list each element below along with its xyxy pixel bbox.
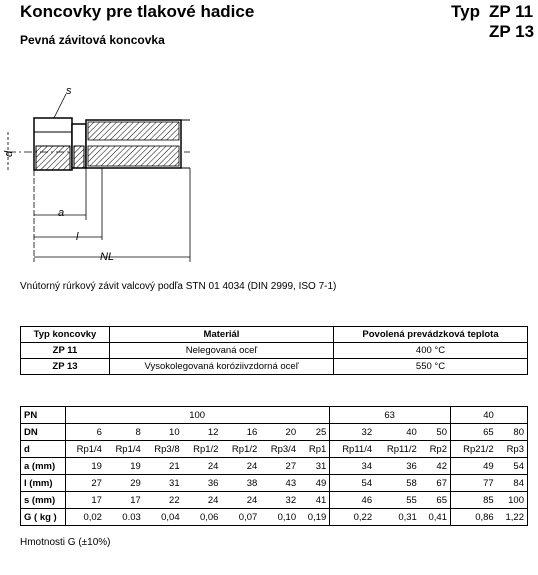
- table-cell: 0,22: [330, 509, 375, 526]
- table-cell: 58: [375, 475, 420, 492]
- table-cell: 29: [105, 475, 144, 492]
- table-cell: 0,31: [375, 509, 420, 526]
- header-material: Materiál: [110, 327, 334, 343]
- table-cell: 0,04: [144, 509, 183, 526]
- cell-temperature: 550 °C: [334, 359, 528, 375]
- table-cell: 36: [375, 458, 420, 475]
- table-row: [21, 492, 528, 509]
- table-row: [21, 458, 528, 475]
- table-row: [21, 509, 528, 526]
- table-cell: 1,22: [497, 509, 528, 526]
- table-cell: 27: [66, 475, 105, 492]
- label-s: s: [66, 85, 72, 97]
- table-cell: 43: [260, 475, 299, 492]
- material-table-header: [21, 327, 528, 343]
- table-row: [21, 475, 528, 492]
- table-cell: 19: [105, 458, 144, 475]
- table-cell: 12: [183, 424, 222, 441]
- table-cell: 31: [144, 475, 183, 492]
- table-cell: 24: [183, 492, 222, 509]
- page-subtitle: Pevná závitová koncovka: [20, 33, 165, 47]
- table-cell: 24: [221, 458, 260, 475]
- page-title: Koncovky pre tlakové hadice: [20, 2, 255, 21]
- table-cell: 0,10: [260, 509, 299, 526]
- pn-group-63: 63: [330, 407, 451, 424]
- weight-note: Hmotnosti G (±10%): [20, 537, 111, 548]
- type-zp11: ZP 11: [489, 2, 534, 21]
- table-cell: 8: [105, 424, 144, 441]
- table-row: [21, 424, 528, 441]
- row-label: a (mm): [21, 458, 66, 475]
- table-cell: 85: [451, 492, 497, 509]
- table-cell: 0,41: [420, 509, 451, 526]
- table-row: [21, 343, 528, 359]
- table-cell: 20: [260, 424, 299, 441]
- table-cell: 42: [420, 458, 451, 475]
- row-label: l (mm): [21, 475, 66, 492]
- table-cell: 21: [144, 458, 183, 475]
- table-cell: Rp2: [420, 441, 451, 458]
- cell-material: Vysokolegovaná koróziivzdorná oceľ: [110, 359, 334, 375]
- label-nl: NL: [100, 251, 115, 263]
- table-cell: 77: [451, 475, 497, 492]
- table-cell: 54: [330, 475, 375, 492]
- type-label: Typ: [451, 2, 480, 21]
- table-row: [21, 359, 528, 375]
- table-cell: 34: [330, 458, 375, 475]
- table-cell: 31: [299, 458, 330, 475]
- table-cell: 17: [105, 492, 144, 509]
- table-cell: 38: [221, 475, 260, 492]
- row-label: G ( kg ): [21, 509, 66, 526]
- dimension-table: [20, 406, 528, 526]
- table-cell: Rp1/2: [221, 441, 260, 458]
- table-cell: Rp3/4: [260, 441, 299, 458]
- table-cell: 0,86: [451, 509, 497, 526]
- table-cell: 67: [420, 475, 451, 492]
- cell-type: ZP 13: [21, 359, 110, 375]
- table-cell: 0.03: [105, 509, 144, 526]
- type-designation: [451, 2, 534, 42]
- type-zp13: ZP 13: [489, 22, 535, 41]
- cell-temperature: 400 °C: [334, 343, 528, 359]
- table-cell: Rp21/2: [451, 441, 497, 458]
- table-cell: 46: [330, 492, 375, 509]
- table-cell: 17: [66, 492, 105, 509]
- row-label-pn: PN: [21, 407, 66, 424]
- table-cell: Rp11/2: [375, 441, 420, 458]
- thread-note: Vnútorný rúrkový závit valcový podľa STN 01 4034 (DIN 2999, ISO 7-1): [20, 281, 337, 292]
- table-cell: 32: [330, 424, 375, 441]
- table-cell: Rp3: [497, 441, 528, 458]
- table-cell: 36: [183, 475, 222, 492]
- pn-row: [21, 407, 528, 424]
- table-cell: 54: [497, 458, 528, 475]
- row-label: DN: [21, 424, 66, 441]
- table-cell: 55: [375, 492, 420, 509]
- table-cell: 84: [497, 475, 528, 492]
- table-cell: 65: [451, 424, 497, 441]
- table-cell: 49: [299, 475, 330, 492]
- table-cell: 65: [420, 492, 451, 509]
- table-cell: 22: [144, 492, 183, 509]
- table-cell: 100: [497, 492, 528, 509]
- row-label: d: [21, 441, 66, 458]
- header-type: Typ koncovky: [21, 327, 110, 343]
- label-a: a: [58, 207, 65, 219]
- table-cell: 0,06: [183, 509, 222, 526]
- table-cell: 0,19: [299, 509, 330, 526]
- table-cell: 24: [221, 492, 260, 509]
- table-cell: Rp1: [299, 441, 330, 458]
- pn-group-40: 40: [451, 407, 528, 424]
- table-cell: 16: [221, 424, 260, 441]
- fitting-drawing: [0, 80, 200, 270]
- table-row: [21, 441, 528, 458]
- header-temperature: Povolená prevádzková teplota: [334, 327, 528, 343]
- table-cell: 0,02: [66, 509, 105, 526]
- table-cell: 24: [183, 458, 222, 475]
- table-cell: 10: [144, 424, 183, 441]
- table-cell: 41: [299, 492, 330, 509]
- material-table: [20, 326, 528, 375]
- pn-group-100: 100: [66, 407, 330, 424]
- table-cell: 32: [260, 492, 299, 509]
- table-cell: 50: [420, 424, 451, 441]
- table-cell: 27: [260, 458, 299, 475]
- label-l: l: [76, 231, 79, 243]
- table-cell: 40: [375, 424, 420, 441]
- table-cell: 49: [451, 458, 497, 475]
- table-cell: 6: [66, 424, 105, 441]
- table-cell: Rp3/8: [144, 441, 183, 458]
- row-label: s (mm): [21, 492, 66, 509]
- table-cell: 25: [299, 424, 330, 441]
- cell-type: ZP 11: [21, 343, 110, 359]
- table-cell: Rp1/4: [105, 441, 144, 458]
- table-cell: Rp11/4: [330, 441, 375, 458]
- table-cell: 80: [497, 424, 528, 441]
- table-cell: Rp1/4: [66, 441, 105, 458]
- cell-material: Nelegovaná oceľ: [110, 343, 334, 359]
- label-d: d: [3, 150, 15, 157]
- table-cell: 19: [66, 458, 105, 475]
- table-cell: 0,07: [221, 509, 260, 526]
- table-cell: Rp1/2: [183, 441, 222, 458]
